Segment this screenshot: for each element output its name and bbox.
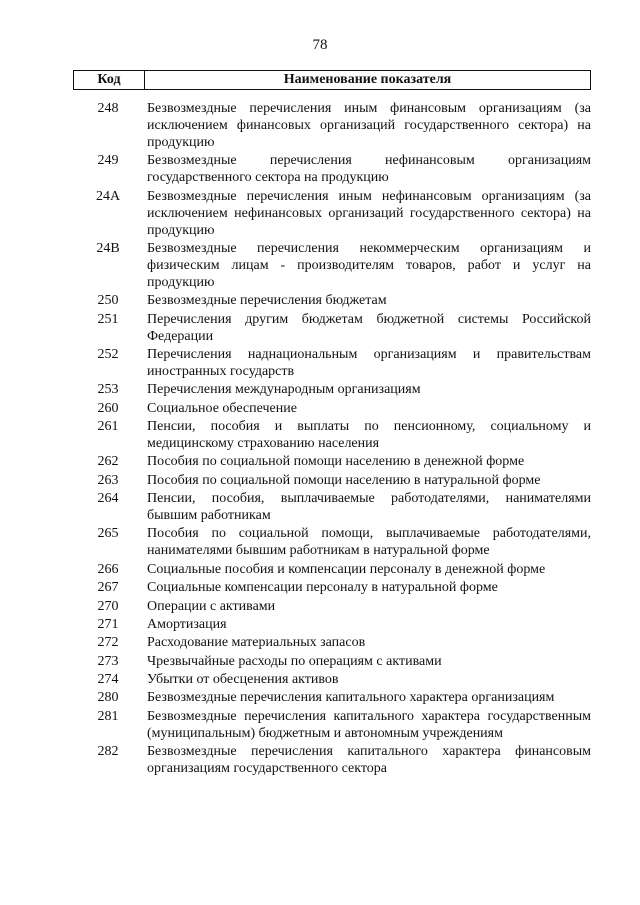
row-name: Пособия по социальной помощи, выплачиваемые работодателями, нанимателями бывшим работникам в натуральной форме — [147, 526, 591, 559]
table-row — [73, 152, 591, 186]
row-code: 270 — [97, 598, 119, 614]
table-header — [73, 70, 591, 90]
table-row — [73, 240, 591, 291]
row-code: 264 — [97, 491, 119, 507]
header-name: Наименование показателя — [283, 72, 452, 87]
table-row — [73, 188, 591, 239]
row-code: 274 — [97, 671, 119, 687]
table-row — [73, 100, 591, 151]
row-name: Амортизация — [147, 616, 227, 632]
row-name: Безвозмездные перечисления некоммерческим организациям и физическим лицам - производителям товаров, работ и услуг на продукцию — [147, 241, 591, 291]
row-name: Социальное обеспечение — [147, 400, 297, 416]
row-name: Пенсии, пособия, выплачиваемые работодателями, нанимателями бывшим работникам — [147, 491, 591, 524]
table-row — [73, 634, 591, 651]
row-name: Безвозмездные перечисления капитального характера организациям — [147, 690, 555, 706]
table-row — [73, 346, 591, 380]
table-row — [73, 653, 591, 670]
row-name: Безвозмездные перечисления капитального характера государственным (муниципальным) бюджетным и автономным учреждениям — [147, 708, 591, 741]
table-row — [73, 472, 591, 489]
table-row — [73, 400, 591, 417]
table-row — [73, 708, 591, 742]
row-name: Чрезвычайные расходы по операциям с активами — [147, 653, 442, 669]
row-name: Перечисления международным организациям — [147, 382, 421, 398]
row-code: 265 — [97, 526, 119, 542]
row-code: 249 — [97, 153, 119, 169]
row-name: Безвозмездные перечисления бюджетам — [147, 293, 387, 309]
row-name: Безвозмездные перечисления капитального характера финансовым организациям государственного сектора — [147, 743, 591, 776]
row-code: 267 — [97, 580, 119, 596]
row-name: Перечисления другим бюджетам бюджетной системы Российской Федерации — [147, 311, 591, 344]
row-code: 273 — [97, 653, 119, 669]
row-name: Перечисления наднациональным организациям и правительствам иностранных государств — [147, 347, 591, 380]
table-row — [73, 490, 591, 524]
row-code: 24А — [95, 188, 121, 204]
row-code: 250 — [97, 293, 119, 309]
row-name: Пособия по социальной помощи населению в натуральной форме — [147, 472, 541, 488]
row-name: Операции с активами — [147, 598, 276, 614]
row-code: 253 — [97, 382, 119, 398]
row-code: 252 — [97, 347, 119, 363]
row-code: 251 — [97, 311, 119, 327]
table-row — [73, 598, 591, 615]
table-body — [73, 100, 591, 778]
table-row — [73, 525, 591, 559]
row-name: Пенсии, пособия и выплаты по пенсионному, социальному и медицинскому страхованию населения — [147, 419, 591, 452]
row-code: 24В — [96, 241, 120, 257]
table-row — [73, 579, 591, 596]
row-code: 281 — [97, 708, 119, 724]
table-row — [73, 418, 591, 452]
table-row — [73, 671, 591, 688]
row-code: 262 — [97, 454, 119, 470]
row-code: 260 — [97, 400, 119, 416]
row-name: Безвозмездные перечисления нефинансовым организациям государственного сектора на продукцию — [147, 153, 591, 186]
table-row — [73, 616, 591, 633]
row-code: 271 — [97, 616, 119, 632]
table-row — [73, 561, 591, 578]
table-row — [73, 292, 591, 309]
row-name: Социальные пособия и компенсации персоналу в денежной форме — [147, 561, 546, 577]
row-name: Убытки от обесценения активов — [147, 671, 339, 687]
row-code: 266 — [97, 561, 119, 577]
table-row — [73, 743, 591, 777]
row-code: 282 — [97, 743, 119, 759]
table-row — [73, 381, 591, 398]
row-code: 261 — [97, 419, 119, 435]
table-row — [73, 311, 591, 345]
row-code: 280 — [97, 690, 119, 706]
row-code: 272 — [97, 635, 119, 651]
row-name: Пособия по социальной помощи населению в денежной форме — [147, 454, 525, 470]
table-row — [73, 689, 591, 706]
row-name: Безвозмездные перечисления иным нефинансовым организациям (за исключением нефинансовых организаций государственного сектора) на продукцию — [147, 188, 591, 238]
row-code: 248 — [97, 101, 119, 116]
row-name: Безвозмездные перечисления иным финансовым организациям (за исключением финансовых организаций государственного сектора) на продукцию — [147, 101, 591, 150]
row-code: 263 — [97, 472, 119, 488]
table-row — [73, 453, 591, 470]
row-name: Социальные компенсации персоналу в натуральной форме — [147, 580, 498, 596]
header-code: Код — [74, 71, 145, 89]
row-name: Расходование материальных запасов — [147, 635, 366, 651]
page-number: 78 — [312, 37, 328, 53]
